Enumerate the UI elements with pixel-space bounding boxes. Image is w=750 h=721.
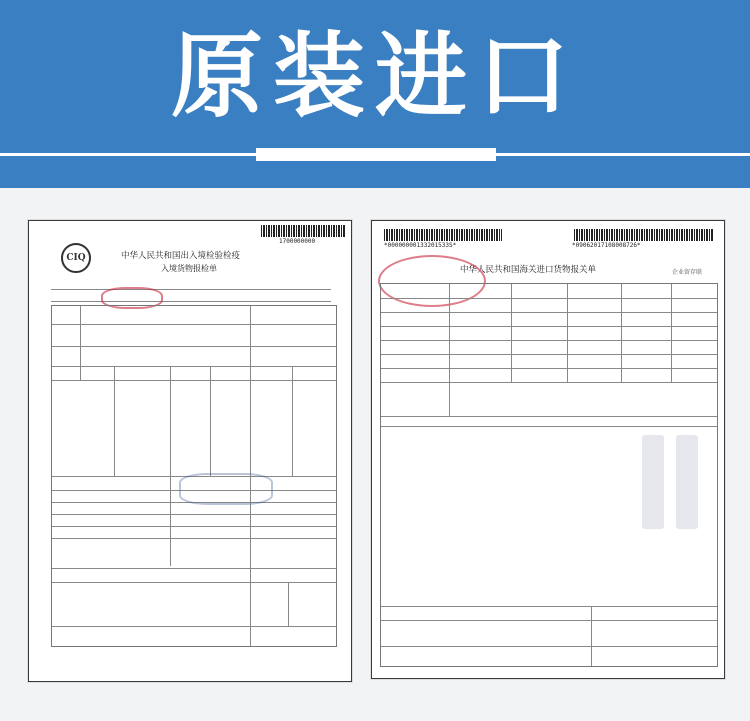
customs-declaration-document: [371, 220, 725, 679]
barcode: [261, 225, 345, 237]
barcode-right-number: *09062017108008726*: [572, 242, 641, 249]
barcode-left: [384, 229, 502, 241]
header-banner: [0, 0, 750, 188]
banner-rule-right: [496, 153, 750, 156]
document-subtitle: 入境货物报检单: [161, 264, 217, 273]
banner-rule-left: [0, 153, 256, 156]
redaction: [676, 435, 698, 529]
banner-underline: [256, 148, 496, 161]
barcode-left-number: *00000000133201533S*: [384, 242, 457, 249]
barcode-right: [574, 229, 714, 241]
ciq-emblem: CIQ: [61, 243, 91, 273]
corner-label: 企业留存联: [672, 269, 703, 276]
document-title: 中华人民共和国海关进口货物报关单: [460, 265, 597, 275]
inspection-declaration-document: [28, 220, 352, 682]
document-title: 中华人民共和国出入境检验检疫: [121, 251, 241, 261]
customs-seal: [179, 473, 273, 505]
redaction: [642, 435, 664, 529]
barcode-number: 1700000000: [279, 238, 316, 245]
form-grid: [380, 283, 718, 667]
banner-title: 原装进口: [170, 23, 579, 130]
